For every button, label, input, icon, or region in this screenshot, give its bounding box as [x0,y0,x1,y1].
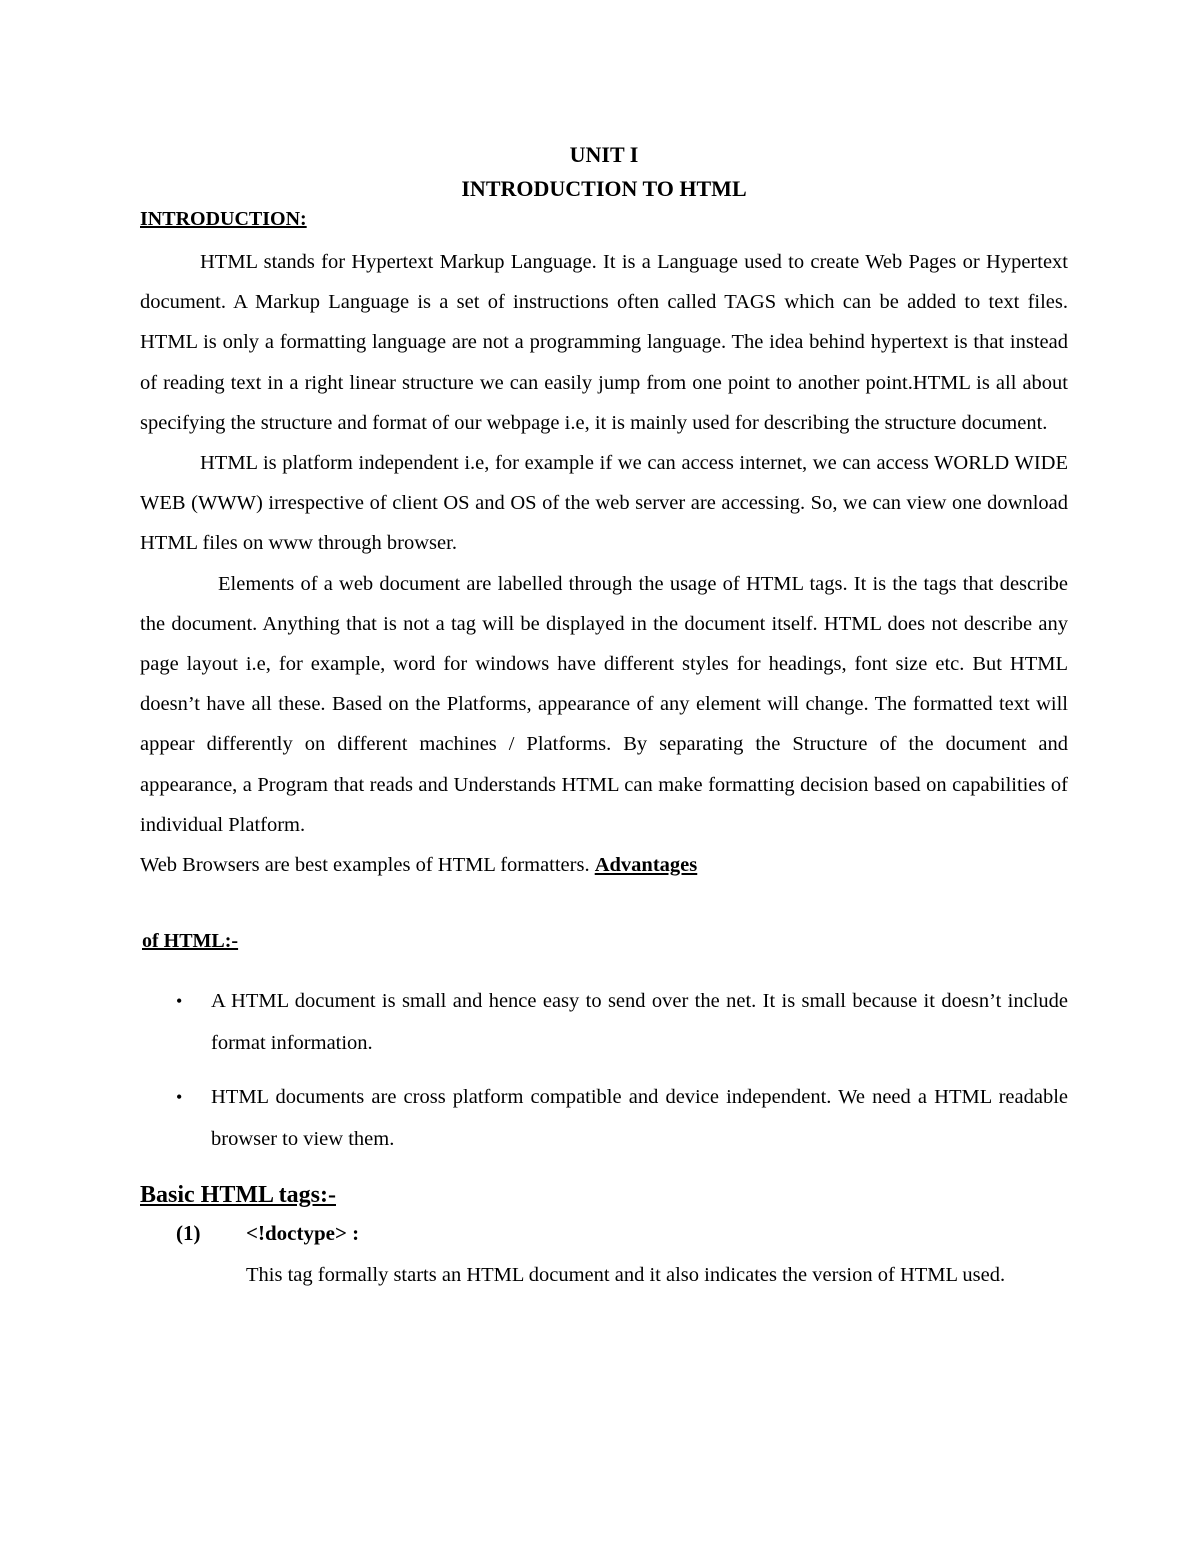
advantages-heading-part2: of HTML:- [142,930,239,952]
list-item [140,1076,1068,1160]
paragraph-4-text: Web Browsers are best examples of HTML formatters. [140,854,590,877]
introduction-body [140,242,1068,885]
basic-tags-heading: Basic HTML tags:- [140,1182,336,1208]
title-block [140,138,1068,206]
list-item [140,980,1068,1064]
chapter-title: INTRODUCTION TO HTML [461,176,747,201]
advantage-text: HTML documents are cross platform compatible and device independent. We need a HTML readable browser to view them. [211,1086,1068,1150]
advantages-heading-part1: Advantages [594,854,698,877]
paragraph-1: HTML stands for Hypertext Markup Language. It is a Language used to create Web Pages or Hypertext document. A Markup Language is a set of instructions often called TAGS which can be added to text files. HTML is only a formatting language are not a programming language. The idea behind hypertext is that instead of reading text in a right linear structure we can easily jump from one point to another point.HTML is all about specifying the structure and format of our webpage i.e, it is mainly used for describing the structure document. [140,251,1068,434]
paragraph-3: Elements of a web document are labelled through the usage of HTML tags. It is the tags that describe the document. Anything that is not a tag will be displayed in the document itself. HTML does not describe any page layout i.e, for example, word for windows have different styles for headings, font size etc. But HTML doesn’t have all these. Based on the Platforms, appearance of any element will change. The formatted text will appear differently on different machines / Platforms. By separating the Structure of the document and appearance, a Program that reads and Understands HTML can make formatting decision based on capabilities of individual Platform. [140,572,1068,836]
bullet-icon: • [176,991,183,1011]
advantages-list [140,980,1068,1172]
tag-description: This tag formally starts an HTML document and it also indicates the version of HTML used. [246,1264,1006,1286]
unit-title: UNIT I [569,142,639,167]
paragraph-2: HTML is platform independent i.e, for example if we can access internet, we can access WORLD WIDE WEB (WWW) irrespective of client OS and OS of the web server are accessing. So, we can view one download HTML files on www through browser. [140,452,1068,555]
tag-name: <!doctype> : [246,1221,360,1245]
bullet-icon: • [176,1087,183,1107]
introduction-heading: INTRODUCTION: [140,208,307,230]
advantage-text: A HTML document is small and hence easy to send over the net. It is small because it doesn’t include format information. [211,990,1068,1054]
paragraph-4 [140,845,1068,885]
tag-number: (1) [176,1221,201,1245]
